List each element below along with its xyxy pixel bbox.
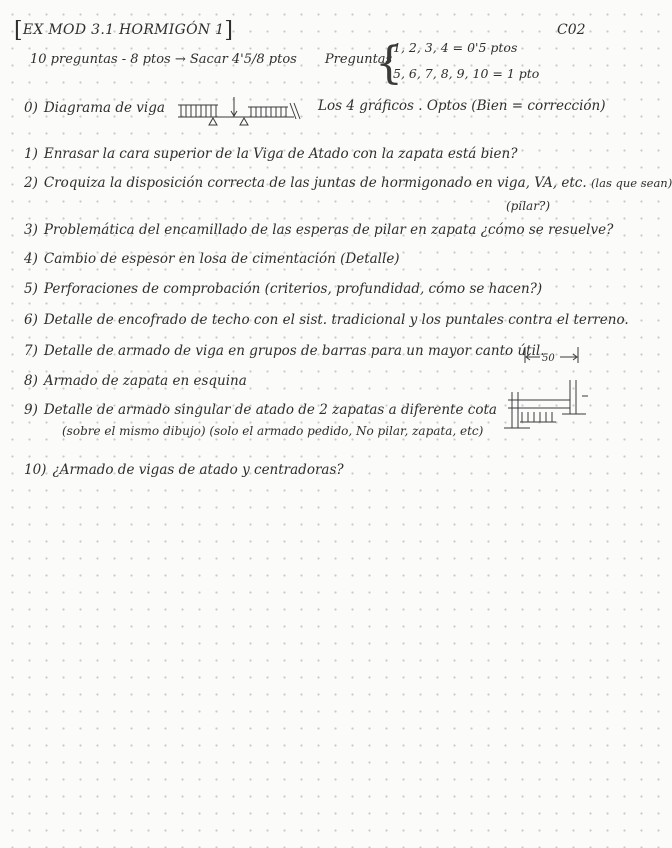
question-item-2 xyxy=(24,175,672,191)
question-number: 4) xyxy=(24,251,38,267)
question-3-extra: (pilar?) xyxy=(506,199,551,213)
question-number: 5) xyxy=(24,281,38,297)
beam-diagram-sketch xyxy=(176,95,301,129)
points-group-1: 1, 2, 3, 4 = 0'5 ptos xyxy=(393,40,518,55)
question-text: Cambio de espesor en losa de cimentación (Detalle) xyxy=(43,251,400,267)
question-number: 7) xyxy=(24,343,38,359)
question-item-3 xyxy=(24,222,613,238)
question-number: 2) xyxy=(24,175,38,191)
question-text: ¿Armado de vigas de atado y centradoras? xyxy=(52,462,344,478)
open-bracket-mark: [ xyxy=(14,18,23,43)
question-number: 3) xyxy=(24,222,38,238)
question-item-7 xyxy=(24,343,545,359)
question-0-tail: Los 4 gráficos . Optos (Bien = corrección) xyxy=(318,98,606,114)
curly-brace-mark: { xyxy=(375,38,403,89)
question-item-0 xyxy=(24,100,165,116)
question-9-sub: (sobre el mismo dibujo) (solo el armado pedido, No pilar, zapata, etc) xyxy=(62,424,484,438)
question-number: 10) xyxy=(24,462,47,478)
header-title-text: EX MOD 3.1 HORMIGÓN 1 xyxy=(22,22,225,38)
question-text: Diagrama de viga xyxy=(43,100,165,116)
question-number: 6) xyxy=(24,312,38,328)
header-title xyxy=(14,18,233,43)
question-item-6 xyxy=(24,312,629,328)
summary-line xyxy=(30,52,392,67)
question-text: Enrasar la cara superior de la Viga de Atado con la zapata está bien? xyxy=(43,146,518,162)
document-code: C02 xyxy=(557,22,586,38)
summary-text: 10 preguntas - 8 ptos → Sacar 4'5/8 ptos xyxy=(30,52,297,67)
question-item-4 xyxy=(24,251,400,267)
dimension-sketch xyxy=(522,344,582,366)
footing-sketch xyxy=(500,378,592,436)
dimension-label: 50 xyxy=(542,353,555,364)
question-text: Detalle de armado de viga en grupos de barras para un mayor canto útil. xyxy=(43,343,545,359)
question-item-5 xyxy=(24,281,542,297)
question-tail: (las que sean) xyxy=(590,176,672,190)
question-text: Perforaciones de comprobación (criterios, profundidad, cómo se hacen?) xyxy=(43,281,543,297)
preguntas-label: Preguntas xyxy=(324,52,393,67)
question-item-1 xyxy=(24,146,517,162)
question-number: 0) xyxy=(24,100,38,116)
question-number: 9) xyxy=(24,402,38,418)
close-bracket-mark: ] xyxy=(224,18,234,43)
question-text: Croquiza la disposición correcta de las juntas de hormigonado en viga, VA, etc. xyxy=(43,175,587,191)
question-item-10 xyxy=(24,462,344,478)
question-number: 8) xyxy=(24,373,38,389)
question-text: Detalle de encofrado de techo con el sist. tradicional y los puntales contra el terreno. xyxy=(43,312,629,328)
question-text: Problemática del encamillado de las esperas de pilar en zapata ¿cómo se resuelve? xyxy=(43,222,614,238)
question-item-9 xyxy=(24,402,497,418)
question-number: 1) xyxy=(24,146,38,162)
points-group-2: 5, 6, 7, 8, 9, 10 = 1 pto xyxy=(393,66,540,81)
question-text: Armado de zapata en esquina xyxy=(43,373,247,389)
question-item-8 xyxy=(24,373,247,389)
question-text: Detalle de armado singular de atado de 2 zapatas a diferente cota xyxy=(43,402,497,418)
